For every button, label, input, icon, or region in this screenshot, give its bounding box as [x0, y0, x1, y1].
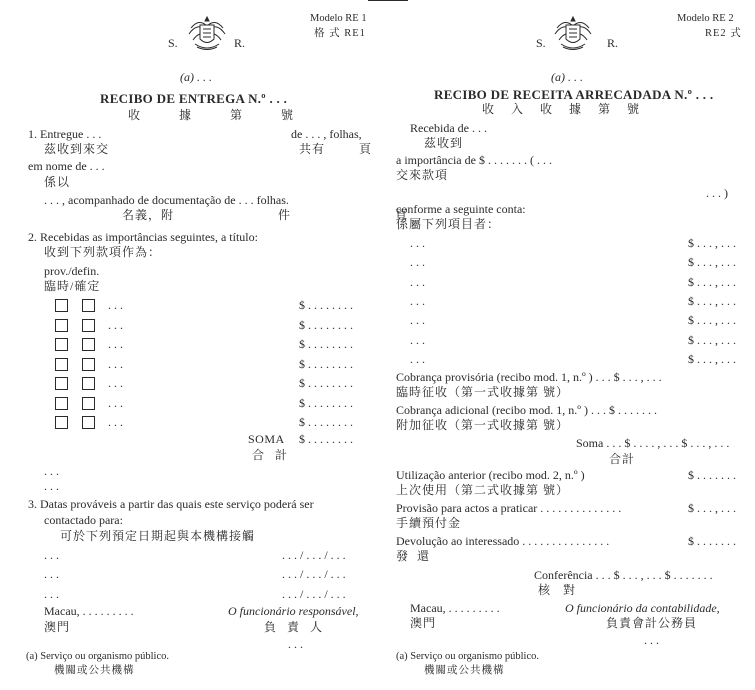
- prior-use-amount: $ . . . . . . .: [688, 468, 736, 482]
- received-from-label: Recebida de . . .: [410, 121, 487, 135]
- seal-r: R.: [607, 36, 619, 50]
- amount-close: . . . ): [706, 186, 728, 200]
- provisional-collection: Cobrança provisória (recibo mod. 1, n.º ) . . . $ . . . , . . .: [396, 370, 662, 384]
- row-amount: $ . . . . . . . .: [299, 356, 353, 371]
- delivered-pages-zh: 共有 頁: [299, 142, 373, 156]
- contact-dates-label: 3. Datas prováveis a partir das quais este serviço poderá ser: [28, 497, 314, 511]
- row-amount: $ . . . . . . . .: [299, 395, 353, 410]
- row-dots: . . .: [108, 337, 123, 351]
- sum-label-zh: 合 計: [252, 448, 289, 462]
- agency-line: (a) . . .: [551, 70, 583, 84]
- provision-acts-zh: 手續預付金: [396, 516, 462, 530]
- account-zh: 係屬下列項目者：: [396, 217, 501, 231]
- date-row-dots: . . .: [44, 587, 59, 601]
- macau-coat-of-arms-icon: [551, 14, 595, 52]
- received-from-zh: 茲收到: [424, 136, 464, 150]
- form-title: RECIBO DE RECEITA ARRECADADA N.º . . .: [434, 87, 714, 102]
- sum-amount: $ . . . . . . . .: [299, 432, 353, 446]
- provision-acts-amount: $ . . . , . . .: [688, 501, 736, 515]
- account-row-amount: $ . . . , . . .: [688, 332, 736, 347]
- verification-zh: 核 對: [538, 583, 577, 597]
- amount-of-zh: 交來款項: [396, 168, 449, 182]
- refund-amount: $ . . . . . . .: [688, 534, 736, 548]
- provisional-checkbox[interactable]: [55, 397, 68, 410]
- prior-use: Utilização anterior (recibo mod. 2, n.º ): [396, 468, 585, 482]
- footnote: (a) Serviço ou organismo público.: [396, 651, 539, 662]
- row-dots: . . .: [108, 376, 123, 390]
- accountant-title: O funcionário da contabilidade,: [565, 601, 720, 615]
- provisional-checkbox[interactable]: [55, 338, 68, 351]
- form-title-zh: 收 入 收 據 第 號: [482, 102, 641, 116]
- account-row-amount: $ . . . , . . .: [688, 255, 736, 270]
- definitive-checkbox[interactable]: [82, 299, 95, 312]
- on-behalf-zh: 係以: [44, 175, 71, 189]
- accompanied-label: . . . , acompanhado de documentação de . . . folhas.: [44, 193, 289, 207]
- account-row-dots: . . .: [410, 255, 425, 270]
- row-dots: . . .: [108, 298, 123, 312]
- top-rule: [368, 0, 408, 1]
- delivered-label: 1. Entregue . . .: [28, 127, 102, 141]
- account-label: conforme a seguinte conta:: [396, 202, 526, 216]
- extra-dots: . . .: [44, 464, 59, 478]
- verification-line: Conferência . . . $ . . . , . . . $ . . . . . . .: [534, 568, 713, 582]
- form-title-zh: 收 據 第 號: [128, 108, 295, 122]
- sum-zh: 合計: [609, 452, 636, 466]
- definitive-checkbox[interactable]: [82, 377, 95, 390]
- agency-line: (a) . . .: [180, 70, 212, 84]
- provisional-checkbox[interactable]: [55, 299, 68, 312]
- place-zh: 澳門: [410, 616, 437, 630]
- date-slot: . . . / . . . / . . .: [282, 567, 346, 581]
- accountant-signature-dots: . . .: [644, 633, 659, 647]
- date-row-dots: . . .: [44, 567, 59, 581]
- accountant-title-zh: 負責會計公務員: [606, 616, 698, 630]
- definitive-checkbox[interactable]: [82, 358, 95, 371]
- footnote-zh: 機關或公共機構: [424, 665, 505, 676]
- extra-dots: . . .: [44, 479, 59, 493]
- account-row-amount: $ . . . , . . .: [688, 274, 736, 289]
- account-row-dots: . . .: [410, 313, 425, 328]
- row-dots: . . .: [108, 356, 123, 371]
- model-label: Modelo RE 1: [310, 13, 367, 24]
- seal-r: R.: [234, 36, 246, 50]
- footnote: (a) Serviço ou organismo público.: [26, 651, 169, 662]
- delivered-label-zh: 茲收到來交: [44, 142, 110, 156]
- seal-s: S.: [168, 36, 178, 50]
- row-dots: . . .: [108, 395, 123, 410]
- row-amount: $ . . . . . . . .: [299, 317, 353, 332]
- refund-zh: 發 還: [396, 549, 431, 563]
- account-row-dots: . . .: [410, 236, 425, 250]
- place-date: Macau, . . . . . . . . .: [44, 604, 134, 618]
- prior-use-zh: 上次使用（第二式收據第 號）: [396, 483, 570, 497]
- provisional-collection-zh: 臨時征收（第一式收據第 號）: [396, 385, 570, 399]
- received-amounts-label: 2. Recebidas as importâncias seguintes, a título:: [28, 230, 258, 244]
- sum-label: SOMA: [248, 432, 285, 446]
- date-row-dots: . . .: [44, 548, 59, 562]
- row-amount: $ . . . . . . . .: [299, 415, 353, 429]
- footnote-zh: 機關或公共機構: [54, 665, 135, 676]
- date-slot: . . . / . . . / . . .: [282, 587, 346, 601]
- definitive-checkbox[interactable]: [82, 397, 95, 410]
- seal-s: S.: [536, 36, 546, 50]
- official-signature-dots: . . .: [288, 637, 303, 651]
- definitive-checkbox[interactable]: [82, 319, 95, 332]
- received-amounts-zh: 收到下列款項作為：: [44, 245, 162, 259]
- account-row-dots: . . .: [410, 274, 425, 289]
- model-label: Modelo RE 2: [677, 13, 734, 24]
- definitive-checkbox[interactable]: [82, 416, 95, 429]
- macau-coat-of-arms-icon: [185, 14, 229, 52]
- account-row-amount: $ . . . , . . .: [688, 313, 736, 328]
- provisional-checkbox[interactable]: [55, 416, 68, 429]
- provisional-checkbox[interactable]: [55, 319, 68, 332]
- contact-dates-zh: 可於下列預定日期起與本機構接觸: [60, 529, 256, 543]
- account-row-amount: $ . . . , . . .: [688, 293, 736, 308]
- contact-dates-label-2: contactado para:: [44, 513, 123, 527]
- prov-defin-zh: 臨時/確定: [44, 279, 101, 293]
- official-title-zh: 負 責 人: [264, 620, 324, 634]
- account-row-dots: . . .: [410, 351, 425, 366]
- provision-acts: Provisão para actos a praticar . . . . . . . . . . . . . .: [396, 501, 622, 515]
- row-amount: $ . . . . . . . .: [299, 298, 353, 312]
- account-row-amount: $ . . . , . . .: [688, 236, 736, 250]
- definitive-checkbox[interactable]: [82, 338, 95, 351]
- model-label-zh: 格 式 RE1: [314, 28, 366, 39]
- account-row-dots: . . .: [410, 332, 425, 347]
- additional-collection: Cobrança adicional (recibo mod. 1, n.º ) . . . $ . . . . . . .: [396, 403, 657, 417]
- additional-collection-zh: 附加征收（第一式收據第 號）: [396, 418, 570, 432]
- row-amount: $ . . . . . . . .: [299, 337, 353, 351]
- delivered-pages-label: de . . . , folhas,: [291, 127, 362, 141]
- accompanied-zh: 名義，附 件 頁: [122, 208, 409, 222]
- official-title: O funcionário responsável,: [228, 604, 359, 618]
- account-row-dots: . . .: [410, 293, 425, 308]
- sum-line: Soma . . . $ . . . . , . . . $ . . . , . . .: [576, 436, 730, 450]
- on-behalf-label: em nome de . . .: [28, 159, 105, 173]
- provisional-checkbox[interactable]: [55, 377, 68, 390]
- form-title: RECIBO DE ENTREGA N.º . . .: [100, 91, 288, 106]
- row-dots: . . .: [108, 317, 123, 332]
- row-amount: $ . . . . . . . .: [299, 376, 353, 390]
- row-dots: . . .: [108, 415, 123, 429]
- place-zh: 澳門: [44, 620, 71, 634]
- refund-line: Devolução ao interessado . . . . . . . . . . . . . . .: [396, 534, 610, 548]
- account-row-amount: $ . . . , . . .: [688, 351, 736, 366]
- amount-of-label: a importância de $ . . . . . . . ( . . .: [396, 153, 552, 167]
- model-label-zh: RE2 式: [705, 28, 742, 39]
- place-date: Macau, . . . . . . . . .: [410, 601, 500, 615]
- prov-defin-label: prov./defin.: [44, 264, 100, 278]
- provisional-checkbox[interactable]: [55, 358, 68, 371]
- date-slot: . . . / . . . / . . .: [282, 548, 346, 562]
